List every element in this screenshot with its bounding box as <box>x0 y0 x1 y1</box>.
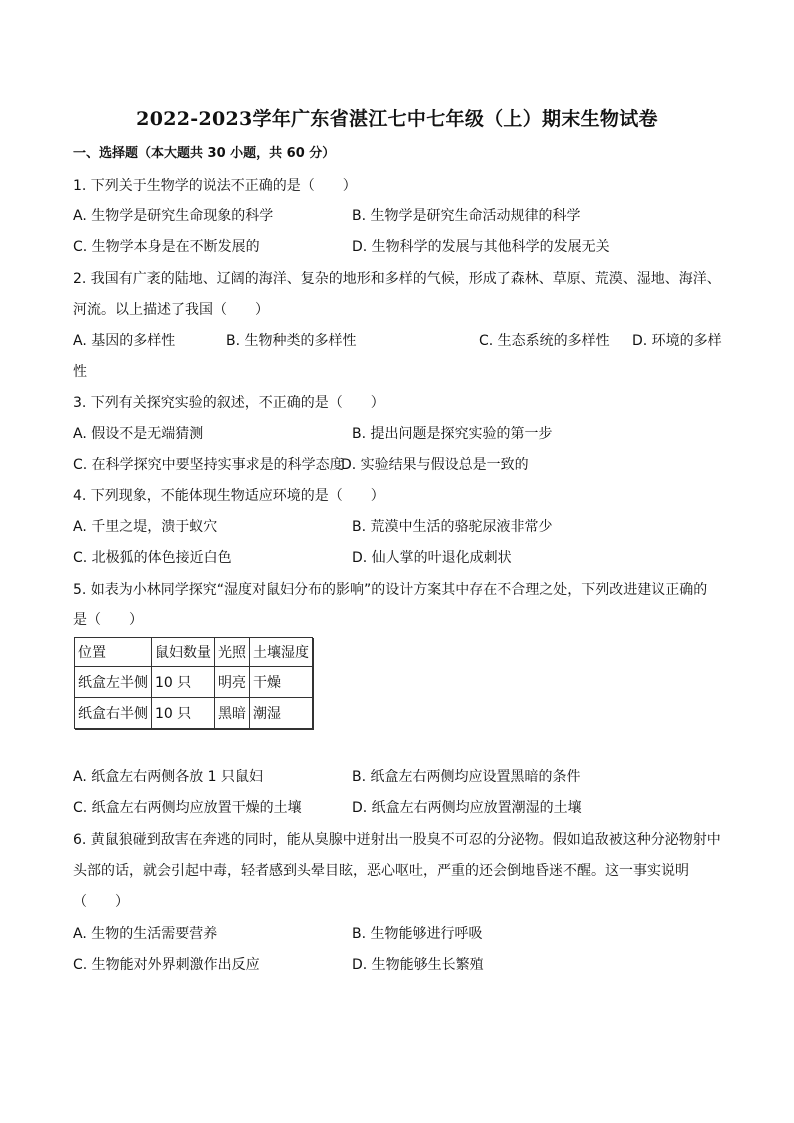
question-5-stem-line-1: 5. 如表为小林同学探究“湿度对鼠妇分布的影响”的设计方案其中存在不合理之处，下列改进建议正确的 <box>73 582 708 598</box>
question-3-option-c[interactable]: C. 在科学探究中要坚持实事求是的科学态度 <box>73 457 344 473</box>
table-cell: 10 只 <box>152 698 215 729</box>
question-1-option-c[interactable]: C. 生物学本身是在不断发展的 <box>73 239 260 255</box>
question-6-stem-line-3: （ ） <box>73 894 129 910</box>
table-header-row <box>75 638 313 667</box>
question-2-stem-line-1: 2. 我国有广袤的陆地、辽阔的海洋、复杂的地形和多样的气候，形成了森林、草原、荒漠、湿地、海洋、 <box>73 271 721 287</box>
question-5-stem-line-2: 是（ ） <box>73 612 143 628</box>
question-5-option-d[interactable]: D. 纸盒左右两侧均应放置潮湿的土壤 <box>352 800 582 816</box>
question-5-option-a[interactable]: A. 纸盒左右两侧各放 1 只鼠妇 <box>73 769 264 785</box>
experiment-table <box>74 637 313 729</box>
question-2-option-a[interactable]: A. 基因的多样性 <box>73 333 176 349</box>
table-header-cell: 土壤湿度 <box>250 638 313 667</box>
table-cell: 纸盒右半侧 <box>75 698 152 729</box>
section-heading: 一、选择题（本大题共 30 小题，共 60 分） <box>73 146 336 161</box>
question-6-option-d[interactable]: D. 生物能够生长繁殖 <box>352 957 484 973</box>
question-6-stem-line-1: 6. 黄鼠狼碰到敌害在奔逃的同时，能从臭腺中迸射出一股臭不可忍的分泌物。假如追敌被这种分泌物射中 <box>73 832 721 848</box>
table-cell: 纸盒左半侧 <box>75 667 152 698</box>
table-cell: 10 只 <box>152 667 215 698</box>
question-5-option-c[interactable]: C. 纸盒左右两侧均应放置干燥的土壤 <box>73 800 302 816</box>
question-6-stem-line-2: 头部的话，就会引起中毒，轻者感到头晕目眩，恶心呕吐，严重的还会倒地昏迷不醒。这一事实说明 <box>73 863 689 879</box>
question-3-option-a[interactable]: A. 假设不是无端猜测 <box>73 426 204 442</box>
question-3-option-d[interactable]: D. 实验结果与假设总是一致的 <box>341 457 529 473</box>
question-1-option-d[interactable]: D. 生物科学的发展与其他科学的发展无关 <box>352 239 610 255</box>
exam-title: 2022-2023学年广东省湛江七中七年级（上）期末生物试卷 <box>136 108 658 130</box>
question-2-option-c[interactable]: C. 生态系统的多样性 <box>479 333 610 349</box>
question-6-option-a[interactable]: A. 生物的生活需要营养 <box>73 926 218 942</box>
table-cell: 黑暗 <box>215 698 250 729</box>
table-header-cell: 位置 <box>75 638 152 667</box>
table-row <box>75 698 313 729</box>
question-4-option-b[interactable]: B. 荒漠中生活的骆驼尿液非常少 <box>352 519 553 535</box>
question-6-option-c[interactable]: C. 生物能对外界刺激作出反应 <box>73 957 260 973</box>
table-cell: 潮湿 <box>250 698 313 729</box>
question-2-option-d[interactable]: D. 环境的多样 <box>632 333 722 349</box>
question-6-option-b[interactable]: B. 生物能够进行呼吸 <box>352 926 483 942</box>
question-5-option-b[interactable]: B. 纸盒左右两侧均应设置黑暗的条件 <box>352 769 581 785</box>
question-3-option-b[interactable]: B. 提出问题是探究实验的第一步 <box>352 426 553 442</box>
question-3-stem: 3. 下列有关探究实验的叙述，不正确的是（ ） <box>73 395 385 411</box>
question-2-option-d-wrap: 性 <box>73 364 87 380</box>
question-4-option-d[interactable]: D. 仙人掌的叶退化成刺状 <box>352 550 512 566</box>
table-cell: 明亮 <box>215 667 250 698</box>
question-2-option-b[interactable]: B. 生物种类的多样性 <box>226 333 357 349</box>
table-cell: 干燥 <box>250 667 313 698</box>
question-4-stem: 4. 下列现象，不能体现生物适应环境的是（ ） <box>73 488 385 504</box>
question-4-option-a[interactable]: A. 千里之堤，溃于蚁穴 <box>73 519 218 535</box>
question-2-stem-line-2: 河流。以上描述了我国（ ） <box>73 302 269 318</box>
question-1-option-b[interactable]: B. 生物学是研究生命活动规律的科学 <box>352 208 581 224</box>
question-1-option-a[interactable]: A. 生物学是研究生命现象的科学 <box>73 208 274 224</box>
question-4-option-c[interactable]: C. 北极狐的体色接近白色 <box>73 550 232 566</box>
table-row <box>75 667 313 698</box>
table-header-cell: 鼠妇数量 <box>152 638 215 667</box>
table-header-cell: 光照 <box>215 638 250 667</box>
question-1-stem: 1. 下列关于生物学的说法不正确的是（ ） <box>73 178 357 194</box>
